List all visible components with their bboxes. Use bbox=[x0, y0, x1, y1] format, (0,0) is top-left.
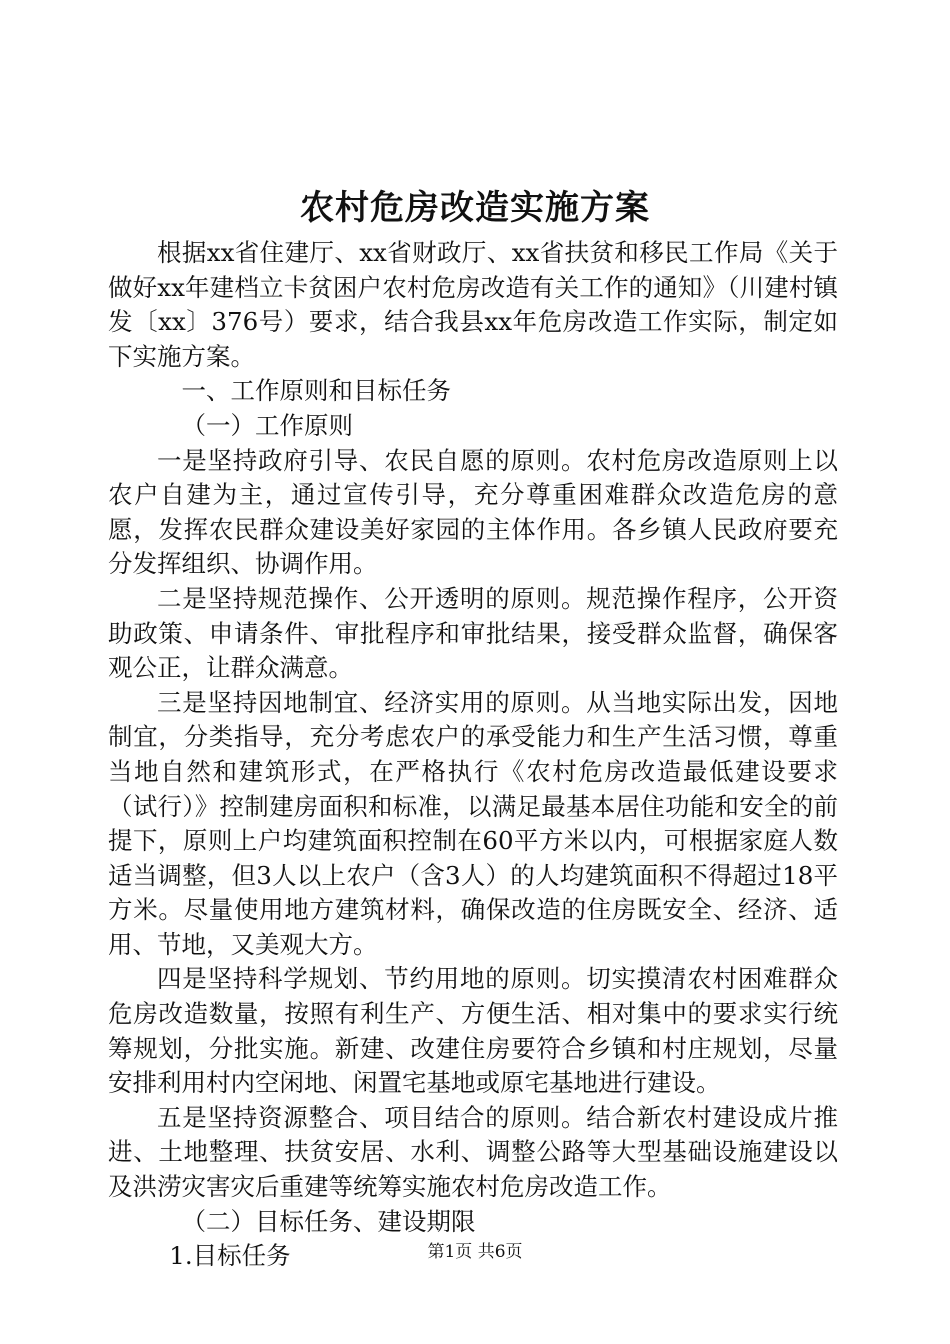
paragraph-principle-3: 三是坚持因地制宜、经济实用的原则。从当地实际出发，因地制宜，分类指导，充分考虑农户的承受能力和生产生活习惯，尊重当地自然和建筑形式，在严格执行《农村危房改造最低建设要求（试行）》控制建房面积和标准，以满足最基本居住功能和安全的前提下，原则上户均建筑面积控制在60平方米以内，可根据家庭人数适当调整，但3人以上农户（含3人）的人均建筑面积不得超过18平方米。尽量使用地方建筑材料，确保改造的住房既安全、经济、适用、节地，又美观大方。 bbox=[108, 687, 838, 959]
section-heading-1: 一、工作原则和目标任务 bbox=[181, 376, 451, 406]
paragraph-principle-5: 五是坚持资源整合、项目结合的原则。结合新农村建设成片推进、土地整理、扶贫安居、水利、调整公路等大型基础设施建设以及洪涝灾害灾后重建等统筹实施农村危房改造工作。 bbox=[108, 1102, 838, 1202]
item-heading-target-tasks: 1.目标任务 bbox=[169, 1241, 291, 1271]
page-number-footer: 第1页 共6页 bbox=[427, 1242, 523, 1262]
paragraph-principle-4: 四是坚持科学规划、节约用地的原则。切实摸清农村困难群众危房改造数量，按照有利生产、方便生活、相对集中的要求实行统筹规划，分批实施。新建、改建住房要符合乡镇和村庄规划，尽量安排利用村内空闲地、闲置宅基地或原宅基地进行建设。 bbox=[108, 964, 838, 1098]
subsection-heading-principles: （一）工作原则 bbox=[181, 410, 353, 440]
document-body bbox=[108, 236, 838, 1274]
paragraph-principle-1: 一是坚持政府引导、农民自愿的原则。农村危房改造原则上以农户自建为主，通过宣传引导，充分尊重困难群众改造危房的意愿，发挥农民群众建设美好家园的主体作用。各乡镇人民政府要充分发挥组织、协调作用。 bbox=[108, 445, 838, 579]
document-title: 农村危房改造实施方案 bbox=[300, 188, 650, 228]
paragraph-intro: 根据xx省住建厅、xx省财政厅、xx省扶贫和移民工作局《关于做好xx年建档立卡贫困户农村危房改造有关工作的通知》（川建村镇发〔xx〕376号）要求，结合我县xx年危房改造工作实际，制定如下实施方案。 bbox=[108, 238, 838, 371]
paragraph-principle-2: 二是坚持规范操作、公开透明的原则。规范操作程序，公开资助政策、申请条件、审批程序和审批结果，接受群众监督，确保客观公正，让群众满意。 bbox=[108, 583, 838, 683]
subsection-heading-targets: （二）目标任务、建设期限 bbox=[181, 1206, 476, 1236]
